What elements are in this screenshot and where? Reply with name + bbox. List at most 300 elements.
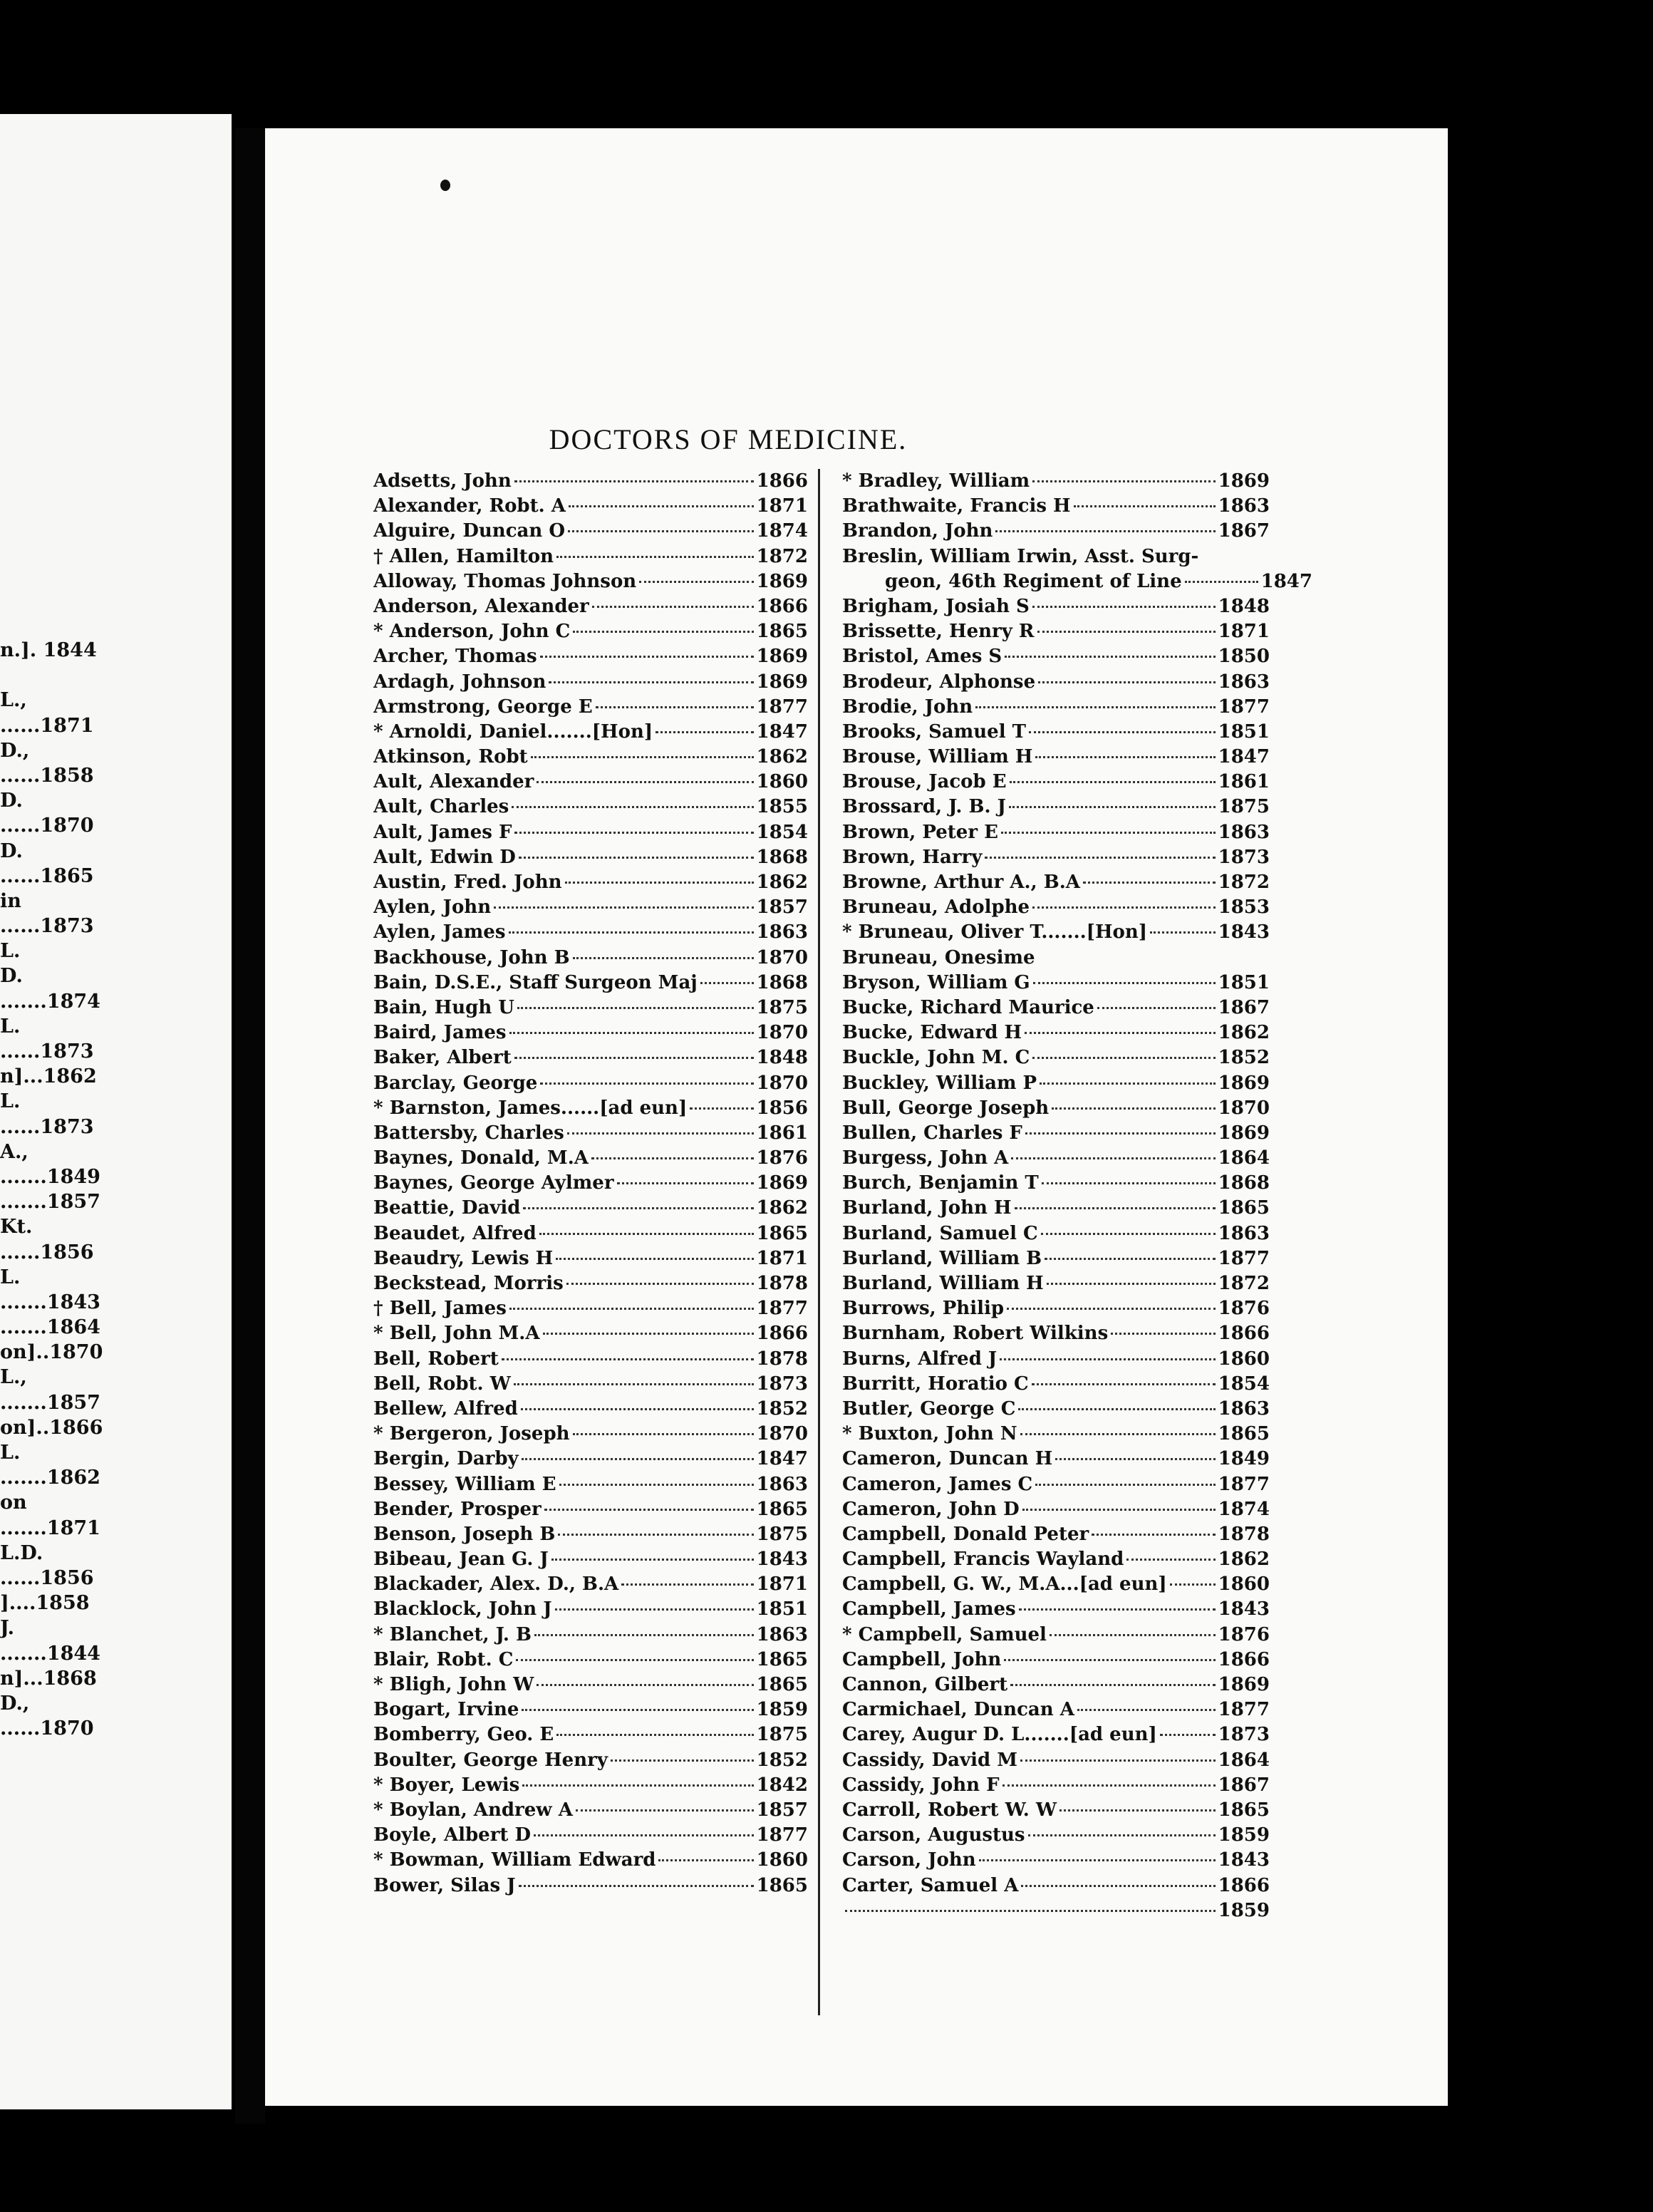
directory-entry [842,1748,1270,1773]
entry-name: Boyle, Albert D [373,1824,532,1846]
directory-entry [373,1171,808,1196]
directory-entry [373,1572,808,1597]
facing-page-line: ......1873 [0,1115,94,1138]
entry-name: Breslin, William Irwin, Asst. Surg- [842,545,1199,567]
directory-entry [842,1497,1270,1522]
facing-page-line: ......1858 [0,764,94,787]
entry-year: 1860 [756,1849,808,1871]
entry-name: * Campbell, Samuel [842,1623,1047,1645]
dot-leader [558,1534,753,1536]
directory-entry [842,1848,1270,1873]
entry-year: 1873 [1218,846,1270,868]
dot-leader [514,832,753,834]
directory-entry [373,1321,808,1346]
directory-entry [842,1572,1270,1597]
entry-year: 1866 [1218,1648,1270,1670]
facing-page-line: .......1874 [0,990,100,1013]
entry-name: Brigham, Josiah S [842,595,1030,617]
facing-page-line: ......1870 [0,1717,94,1740]
dot-leader [1074,505,1216,507]
entry-name: Bruneau, Adolphe [842,896,1030,919]
entry-name: Carroll, Robert W. W [842,1799,1057,1821]
directory-entry [373,845,808,870]
dot-leader [1083,882,1216,884]
entry-name: Brouse, Jacob E [842,771,1007,793]
entry-year: 1865 [1218,1423,1270,1445]
entry-name: Bristol, Ames S [842,646,1002,668]
facing-page-line: D. [0,839,23,862]
entry-year: 1866 [1218,1323,1270,1345]
dot-leader [1037,631,1216,633]
entry-name: Brissette, Henry R [842,621,1035,643]
facing-page-text [0,114,232,1741]
entry-year: 1847 [756,720,808,743]
entry-name: Battersby, Charles [373,1122,564,1144]
entry-year: 1869 [1218,1122,1270,1144]
dot-leader [514,480,754,482]
entry-year: 1852 [1218,1047,1270,1069]
entry-name: Boulter, George Henry [373,1749,608,1771]
directory-entry [373,1121,808,1146]
facing-page-line: ......1865 [0,864,94,887]
dot-leader [509,1032,754,1034]
entry-name: Alloway, Thomas Johnson [373,570,637,592]
dot-leader [1092,1534,1215,1536]
entry-name: Burrows, Philip [842,1298,1005,1320]
entry-name: Beckstead, Morris [373,1273,564,1294]
entry-year: 1865 [756,1674,808,1695]
directory-entry [842,845,1270,870]
facing-page-line: on [0,1492,27,1514]
directory-entry [373,895,808,920]
entry-year: 1875 [1218,796,1270,818]
entry-name: Bryson, William G [842,971,1030,993]
entry-name: Beaudet, Alfred [373,1222,537,1244]
entry-name: * Bligh, John W [373,1674,534,1695]
dot-leader [521,1408,754,1410]
directory-entry [842,770,1270,795]
dot-leader [573,1433,754,1435]
entry-name: Bower, Silas J [373,1874,516,1896]
entry-name: Bomberry, Geo. E [373,1724,554,1746]
entry-year: 1860 [756,771,808,793]
facing-page-line: L. [0,1266,21,1288]
directory-entry [842,996,1270,1020]
dot-leader [1001,832,1216,834]
entry-year: 1877 [1218,1699,1270,1721]
entry-name: * Buxton, John N [842,1423,1017,1445]
directory-entry [842,569,1312,594]
dot-leader [517,1007,754,1009]
facing-page-line: ......1871 [0,714,94,737]
entry-year: 1866 [756,1323,808,1345]
directory-entry [842,971,1270,996]
entry-name: Brooks, Samuel T [842,720,1026,743]
entry-year: 1864 [1218,1749,1270,1771]
entry-name: Ault, James F [373,821,512,843]
facing-page-line: D., [0,739,30,762]
dot-leader [534,1634,754,1636]
directory-entry [373,1547,808,1572]
facing-page-line: ......1856 [0,1566,94,1589]
entry-name: † Allen, Hamilton [373,545,554,567]
facing-page-line: .......1857 [0,1191,100,1214]
dot-leader [1032,906,1216,909]
directory-entry [842,644,1270,669]
dot-leader [566,1283,754,1285]
directory-entry [373,1397,808,1422]
entry-name: Barclay, George [373,1072,538,1094]
entry-year: 1851 [1218,971,1270,993]
dot-leader [1055,1458,1215,1460]
entry-name: * Bell, John M.A [373,1323,540,1345]
dot-leader [656,731,753,733]
entry-year: 1872 [1218,872,1270,893]
directory-entry [842,1146,1270,1171]
dot-leader [1021,1885,1215,1887]
dot-leader [1002,1784,1216,1787]
entry-year: 1863 [1218,1397,1270,1420]
entry-year: 1842 [756,1774,808,1796]
entry-year: 1848 [756,1047,808,1069]
entry-year: 1865 [756,1874,808,1896]
dot-leader [1042,1182,1216,1184]
facing-page-line: L. [0,1015,21,1038]
entry-year: 1871 [1218,621,1270,643]
entry-year: 1865 [1218,1197,1270,1219]
entry-year: 1866 [756,470,808,492]
directory-entry [842,1874,1270,1898]
dot-leader [509,1308,754,1310]
dot-leader [617,1182,754,1184]
facing-page-line: .......1857 [0,1391,100,1414]
entry-year: 1878 [756,1348,808,1370]
dot-leader [1004,1659,1215,1661]
dot-leader [512,806,753,808]
facing-page-line: J. [0,1617,15,1640]
dot-leader [523,1207,753,1209]
directory-entry [842,1321,1270,1346]
facing-page-line: .......1871 [0,1516,100,1539]
entry-name: Bain, Hugh U [373,996,514,1018]
entry-name: Alguire, Duncan O [373,520,565,542]
dot-leader [544,1509,754,1511]
entry-year: 1869 [756,1172,808,1194]
book-gutter [235,128,265,2124]
directory-entry [373,1773,808,1798]
directory-entry [373,1673,808,1697]
directory-entry [842,670,1270,695]
entry-name: Campbell, G. W., M.A...[ad eun] [842,1573,1167,1596]
entry-name: Aylen, James [373,921,506,944]
entry-year: 1877 [756,1824,808,1846]
directory-entry [842,1397,1270,1422]
dot-leader [1032,480,1216,482]
entry-name: Brossard, J. B. J [842,796,1006,818]
dot-leader [700,982,754,984]
entry-name: Ardagh, Johnson [373,671,546,693]
entry-name: Carter, Samuel A [842,1874,1019,1896]
dot-leader [1047,1283,1216,1285]
entry-name: * Boyer, Lewis [373,1774,520,1796]
entry-year: 1878 [1218,1523,1270,1545]
entry-year: 1874 [1218,1498,1270,1520]
entry-year: 1869 [756,570,808,592]
facing-page-line: D. [0,790,23,812]
directory-entry [373,1146,808,1171]
entry-year: 1871 [756,1573,808,1596]
entry-name: Bain, D.S.E., Staff Surgeon Maj [373,971,698,993]
directory-entry [373,870,808,895]
dot-leader [576,1809,754,1812]
dot-leader [845,1910,1216,1912]
entry-year: 1869 [1218,1072,1270,1094]
entry-year: 1874 [756,520,808,542]
entry-name: Ault, Edwin D [373,846,516,868]
entry-name: Bellew, Alfred [373,1397,518,1420]
entry-name: Campbell, Donald Peter [842,1523,1089,1545]
entry-year: 1862 [1218,1549,1270,1571]
entry-name: Baynes, George Aylmer [373,1172,614,1194]
dot-leader [514,1057,754,1059]
entry-year: 1875 [756,1523,808,1545]
entry-name: Atkinson, Robt [373,746,528,768]
entry-name: Carson, Augustus [842,1824,1025,1846]
entry-year: 1870 [1218,1097,1270,1119]
facing-page-line: L. [0,1090,21,1113]
entry-year: 1873 [1218,1724,1270,1746]
entry-name: Bogart, Irvine [373,1699,519,1721]
directory-entry [373,1623,808,1648]
entry-year: 1855 [756,796,808,818]
entry-year: 1847 [756,1448,808,1470]
entry-year: 1865 [756,621,808,643]
entry-name: * Bradley, William [842,470,1030,492]
facing-page-line: L., [0,689,27,712]
directory-entry [842,795,1270,820]
entry-year: 1877 [756,1298,808,1320]
entry-year: 1854 [1218,1373,1270,1395]
directory-entry [842,1773,1270,1798]
entry-year: 1862 [756,1197,808,1219]
directory-entry [842,1347,1270,1372]
directory-entry [842,1798,1270,1823]
entry-name: Brown, Peter E [842,821,998,843]
directory-entry [373,820,808,845]
dot-leader [979,1859,1216,1861]
dot-leader [537,1684,753,1686]
directory-entry [373,920,808,945]
directory-entry [842,895,1270,920]
page-title: DOCTORS OF MEDICINE. [549,423,908,455]
dot-leader [621,1583,753,1586]
dot-leader [565,882,754,884]
dot-leader [516,1659,753,1661]
facing-page-line: D. [0,965,23,988]
dot-leader [549,681,753,683]
entry-name: Blacklock, John J [373,1598,552,1621]
entry-year: 1851 [1218,720,1270,743]
directory-entry [842,695,1270,720]
dot-leader [540,1082,753,1085]
dot-leader [591,1157,754,1159]
directory-entry [373,1597,808,1622]
entry-year: 1854 [756,821,808,843]
ink-spot [440,180,450,191]
dot-leader [1033,982,1216,984]
dot-leader [559,1484,754,1486]
entry-year: 1863 [756,1623,808,1645]
entry-name: Burns, Alfred J [842,1348,998,1370]
entry-year: 1859 [1218,1899,1270,1921]
entry-year: 1860 [1218,1573,1270,1596]
dot-leader [522,1709,753,1711]
entry-name: Bullen, Charles F [842,1122,1022,1144]
entry-name: Brandon, John [842,520,993,542]
dot-leader [1059,1809,1216,1812]
entry-name: Cassidy, John F [842,1774,1000,1796]
entry-name: Burland, William B [842,1247,1042,1269]
dot-leader [1029,731,1216,733]
directory-entry [373,996,808,1020]
dot-leader [531,756,754,758]
entry-name: Bibeau, Jean G. J [373,1549,549,1571]
entry-name: * Arnoldi, Daniel.......[Hon] [373,720,653,743]
dot-leader [658,1859,753,1861]
dot-leader [1020,1759,1216,1762]
facing-page-line: n]...1868 [0,1667,97,1690]
dot-leader [1097,1007,1216,1009]
directory-entry [373,1422,808,1447]
entry-year: 1863 [1218,671,1270,693]
entry-year: 1875 [756,996,808,1018]
entry-year: 1853 [1218,896,1270,919]
entry-name: Baynes, Donald, M.A [373,1147,589,1169]
facing-page-line: L. [0,940,21,963]
dot-leader [1009,806,1216,808]
dot-leader [1015,1207,1216,1209]
directory-entry [842,1472,1270,1497]
directory-entry [373,1472,808,1497]
facing-page-line: ]....1858 [0,1592,90,1615]
directory-entry [842,519,1270,544]
entry-year: 1872 [756,545,808,567]
entry-year: 1867 [1218,520,1270,542]
directory-entry [842,619,1270,644]
dot-leader [985,857,1215,859]
entry-year: 1862 [756,872,808,893]
dot-leader [1020,1433,1216,1435]
entry-year: 1851 [756,1598,808,1621]
dot-leader [519,857,754,859]
dot-leader [522,1458,754,1460]
entry-year: 1857 [756,896,808,919]
entry-name: Campbell, James [842,1598,1016,1621]
entry-year: 1862 [1218,1022,1270,1044]
dot-leader [1032,1383,1216,1385]
facing-page-line: in [0,889,21,912]
entry-name: Blackader, Alex. D., B.A [373,1573,619,1596]
directory-entry [842,745,1270,770]
facing-page-line: ......1856 [0,1241,94,1263]
dot-leader [1025,1032,1216,1034]
dot-leader [995,530,1215,532]
dot-leader [569,505,754,507]
directory-entry [373,1798,808,1823]
directory-entry [842,1722,1270,1747]
dot-leader [556,556,754,558]
dot-leader [1038,681,1216,683]
entry-year: 1869 [1218,470,1270,492]
facing-page-line: ......1873 [0,1040,94,1063]
directory-entry [373,469,808,494]
directory-entry [373,1196,808,1221]
entry-year: 1876 [1218,1623,1270,1645]
entry-name: Bell, Robert [373,1348,499,1370]
entry-year: 1875 [756,1724,808,1746]
directory-entry [842,1623,1270,1648]
facing-page-line: .......1849 [0,1165,100,1188]
dot-leader [1077,1709,1216,1711]
facing-page-line: on]..1866 [0,1416,103,1439]
entry-name: Archer, Thomas [373,646,537,668]
entry-year: 1861 [756,1122,808,1144]
entry-name: † Bell, James [373,1298,507,1320]
directory-entry [373,695,808,720]
entry-year: 1843 [1218,921,1270,944]
entry-year: 1867 [1218,996,1270,1018]
dot-leader [1150,931,1216,934]
entry-year: 1863 [1218,821,1270,843]
dot-leader [1052,1107,1215,1110]
directory-entry [842,494,1270,519]
dot-leader [1040,1082,1216,1085]
directory-entry [373,670,808,695]
entry-name: Carey, Augur D. L.......[ad eun] [842,1724,1157,1746]
entry-name: Campbell, Francis Wayland [842,1549,1124,1571]
directory-entry [842,1547,1270,1572]
entry-name: Baird, James [373,1022,507,1044]
entry-name: Bruneau, Onesime [842,946,1035,968]
entry-year: 1852 [756,1397,808,1420]
entry-name: Bucke, Richard Maurice [842,996,1094,1018]
entry-year: 1864 [1218,1147,1270,1169]
entry-name: Burland, William H [842,1273,1044,1294]
right-column [842,469,1398,1923]
entry-year: 1843 [1218,1849,1270,1871]
facing-page-line: ......1873 [0,915,94,938]
entry-name: Carmichael, Duncan A [842,1699,1074,1721]
directory-entry [842,1271,1270,1296]
directory-entry [373,1296,808,1321]
dot-leader [509,931,754,934]
entry-year: 1857 [756,1799,808,1821]
facing-page-line: .......1864 [0,1316,100,1339]
directory-entry [373,946,808,971]
dot-leader [1160,1734,1216,1736]
directory-entry [842,870,1270,895]
entry-name: Ault, Alexander [373,771,534,793]
entry-name: Burch, Benjamin T [842,1172,1039,1194]
directory-entry [373,1246,808,1271]
entry-year: 1847 [1218,746,1270,768]
dot-leader [1126,1559,1215,1561]
entry-name: Bucke, Edward H [842,1022,1022,1044]
directory-entry [842,469,1270,494]
facing-page-line: L.D. [0,1541,43,1564]
directory-entry [373,569,808,594]
dot-leader [534,1834,754,1836]
